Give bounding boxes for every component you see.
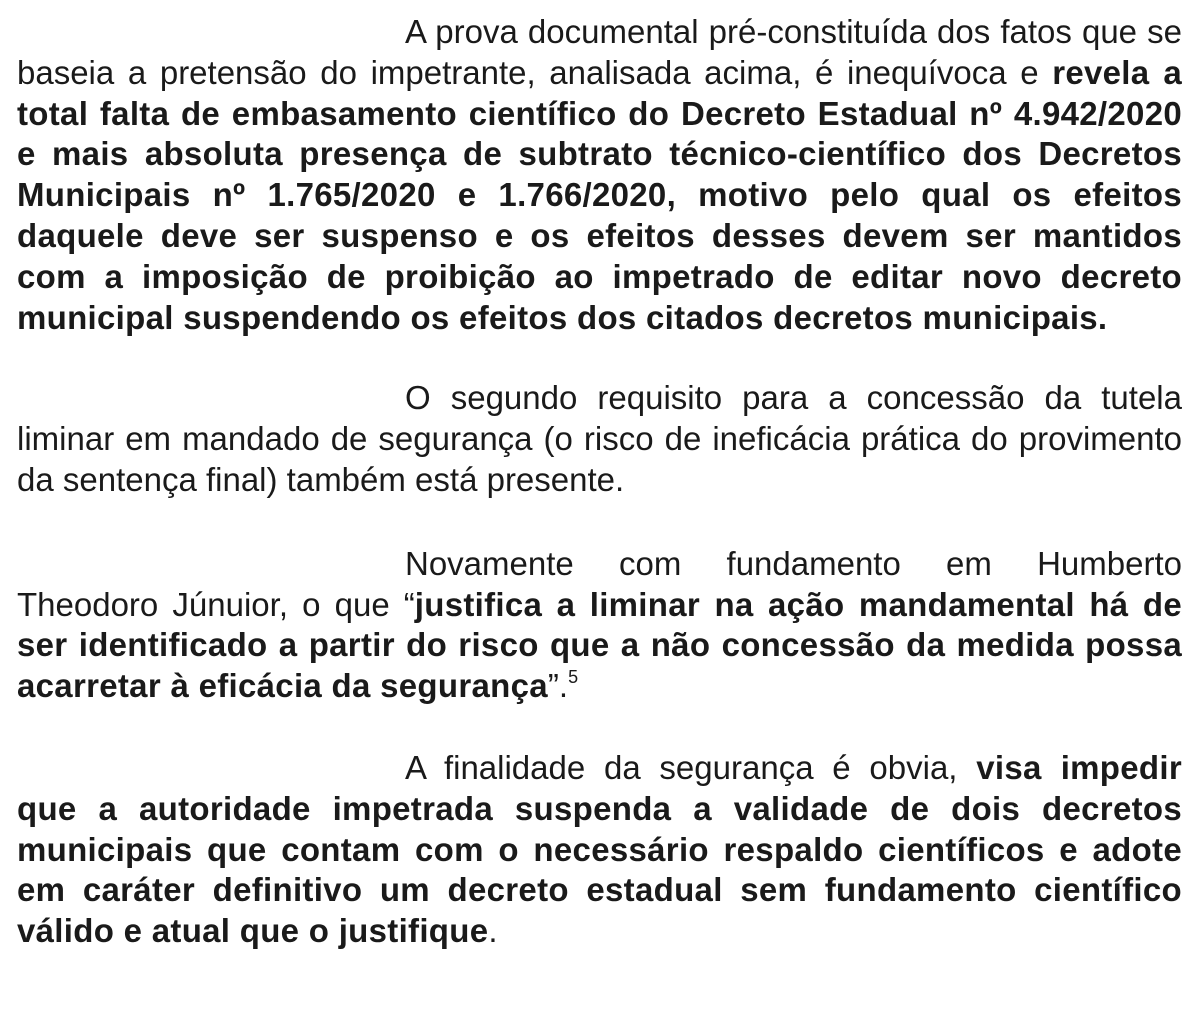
footnote-reference: 5: [568, 667, 579, 688]
paragraph-4: [17, 748, 1182, 952]
paragraph-3: [17, 544, 1182, 707]
text-segment: .: [488, 912, 498, 950]
text-segment: A finalidade da segurança é obvia,: [405, 748, 977, 786]
bold-text-segment: justifica a liminar na ação mandamental há de ser identificado a partir do risco que a não concessão da medida possa acarretar à eficácia da segurança: [17, 585, 1182, 705]
text-segment: O segundo requisito para a concessão da tutela liminar em mandado de segurança (o risco de ineficácia prática do provimento da sentença final) também está presente.: [17, 379, 1182, 498]
paragraph-1: [17, 12, 1182, 338]
text-segment: Novamente com fundamento em Humberto Theodoro Júnuior, o que “: [17, 544, 1182, 623]
text-segment: A prova documental pré-constituída dos fatos que se baseia a pretensão do impetrante, analisada acima, é inequívoca e: [17, 13, 1182, 91]
document-page: [17, 12, 1182, 952]
bold-text-segment: revela a total falta de embasamento científico do Decreto Estadual nº 4.942/2020 e mais absoluta presença de subtrato técnico-científico dos Decretos Municipais nº 1.765/2020 e 1.766/2020, motivo pelo qual os efeitos daquele deve ser suspenso e os efeitos desses devem ser mantidos com a imposição de proibição ao impetrado de editar novo decreto municipal suspendendo os efeitos dos citados decretos municipais.: [17, 53, 1182, 336]
text-segment: ”.: [547, 667, 569, 705]
bold-text-segment: visa impedir que a autoridade impetrada suspenda a validade de dois decretos municipais que contam com o necessário respaldo científicos e adote em caráter definitivo um decreto estadual sem fundamento científico válido e atual que o justifique: [17, 748, 1182, 950]
paragraph-2: [17, 378, 1182, 500]
